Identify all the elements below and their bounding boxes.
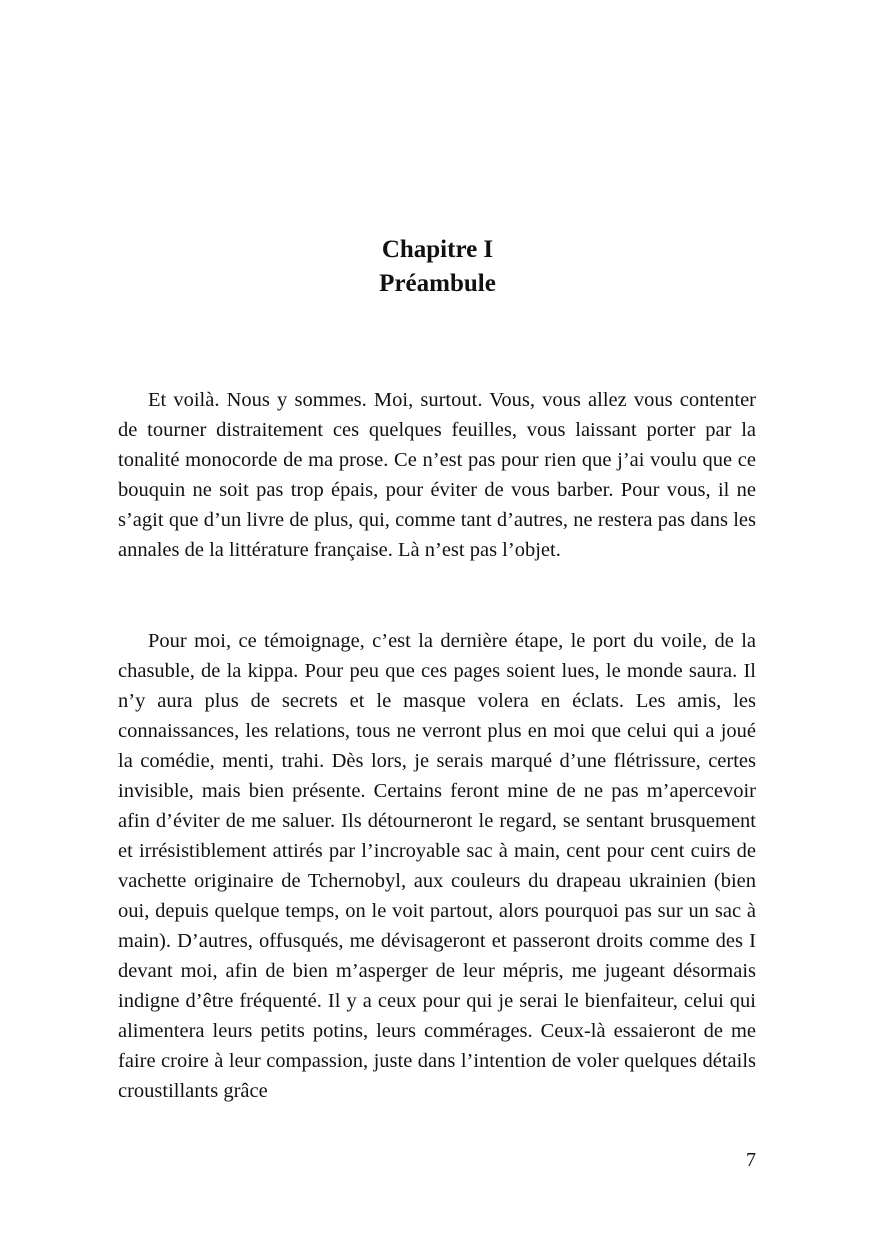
paragraph-2: Pour moi, ce témoignage, c’est la dernière étape, le port du voile, de la chasuble, de la kippa. Pour peu que ces pages soient lues, le monde saura. Il n’y aura plus de secrets et le masque volera en éclats. Les amis, les connaissances, les relations, tous ne verront plus en moi que celui qui a joué la comédie, menti, trahi. Dès lors, je serais marqué d’une flétrissure, certes invisible, mais bien présente. Certains feront mine de ne pas m’apercevoir afin d’éviter de me saluer. Ils détourneront le regard, se sentant brusquement et irrésistiblement attirés par l’incroyable sac à main, cent pour cent cuirs de vachette originaire de Tchernobyl, aux couleurs du drapeau ukrainien (bien oui, depuis quelque temps, on le voit partout, alors pourquoi pas sur un sac à main). D’autres, offusqués, me dévisageront et passeront droits comme des I devant moi, afin de bien m’asperger de leur mépris, me jugeant désormais indigne d’être fréquenté. Il y a ceux pour qui je serai le bienfaiteur, celui qui alimentera leurs petits potins, leurs commérages. Ceux-là essaieront de me faire croire à leur compassion, juste dans l’intention de voler quelques détails croustillants grâce xyxy=(118,630,756,1102)
chapter-heading xyxy=(0,233,875,301)
page-number: 7 xyxy=(746,1149,756,1171)
paragraph-1: Et voilà. Nous y sommes. Moi, surtout. Vous, vous allez vous contenter de tourner distraitement ces quelques feuilles, vous laissant porter par la tonalité monocorde de ma prose. Ce n’est pas pour rien que j’ai voulu que ce bouquin ne soit pas trop épais, pour éviter de vous barber. Pour vous, il ne s’agit que d’un livre de plus, qui, comme tant d’autres, ne restera pas dans les annales de la littérature française. Là n’est pas l’objet. xyxy=(118,389,756,561)
chapter-title: Préambule xyxy=(379,270,496,297)
chapter-number: Chapitre I xyxy=(381,236,494,263)
